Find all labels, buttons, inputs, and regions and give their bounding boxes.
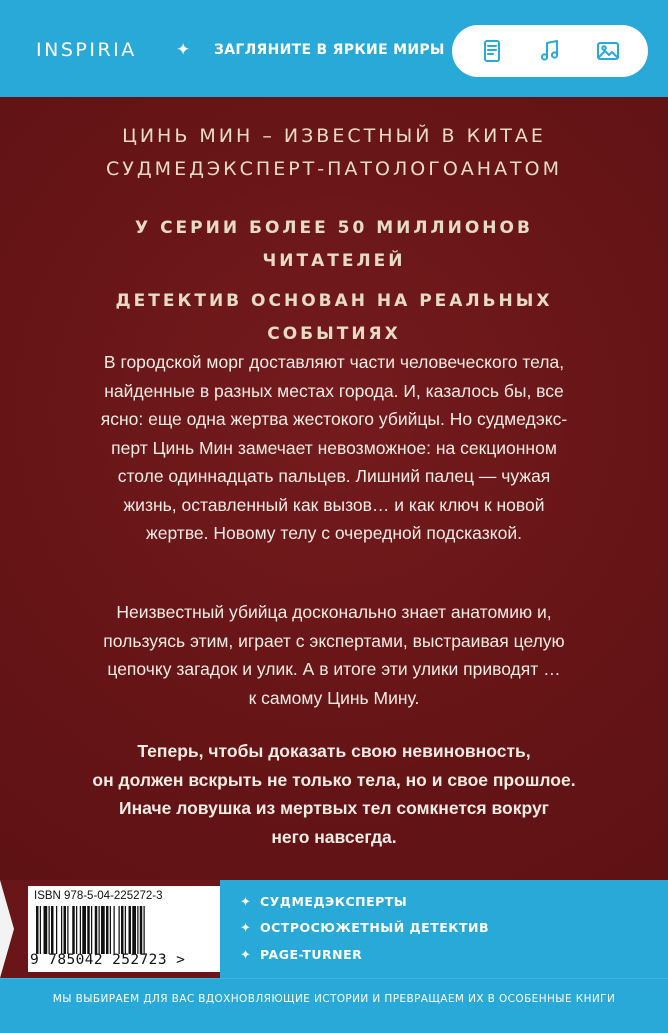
footer-text: МЫ ВЫБИРАЕМ ДЛЯ ВАС ВДОХНОВЛЯЮЩИЕ ИСТОРИИ И ПРЕВРАЩАЕМ ИХ В ОСОБЕННЫЕ КНИГИ: [52, 993, 616, 1005]
barcode-stripe: [114, 906, 115, 954]
feature-item: ✦ PAGE-TURNER: [240, 942, 362, 968]
format-icons-pill: [452, 25, 648, 77]
footer-banner: [0, 978, 668, 1033]
blurb-paragraph-2: Неизвестный убийца досконально знает анатомию и, пользуясь этим, играет с экспертами, выстраивая целую цепочку загадок и улик. А в итоге эти улики приводят … к самому Цинь Мину.: [103, 602, 565, 708]
barcode-stripe: [44, 906, 48, 954]
barcode-stripe: [125, 906, 126, 954]
top-banner: [0, 0, 668, 97]
barcode-stripe: [51, 906, 54, 954]
barcode-stripe: [61, 906, 62, 954]
barcode-stripe: [72, 906, 75, 954]
cover-notch: [0, 880, 14, 978]
music-note-icon: [536, 37, 564, 65]
barcode-stripe: [87, 906, 90, 954]
sparkle-icon: ✦: [240, 921, 252, 936]
sparkle-icon: ✦: [240, 895, 252, 910]
headline-readers: У СЕРИИ БОЛЕЕ 50 МИЛЛИОНОВ ЧИТАТЕЛЕЙ: [135, 218, 533, 271]
tagline: ЗАГЛЯНИТЕ В ЯРКИЕ МИРЫ: [214, 42, 445, 58]
barcode-stripe: [95, 906, 98, 954]
ebook-icon: [478, 37, 506, 65]
barcode-stripe: [129, 906, 132, 954]
barcode-stripe: [80, 906, 81, 954]
barcode-stripe: [64, 906, 67, 954]
barcode-stripe: [76, 906, 77, 954]
barcode-digits: 9 785042 252723 >: [30, 952, 186, 968]
feature-item: ✦ ОСТРОСЮЖЕТНЫЙ ДЕТЕКТИВ: [240, 915, 489, 941]
blurb-paragraph-3: Теперь, чтобы доказать свою невиновность, он должен вскрыть не только тела, но и свое прошлое. Иначе ловушка из мертвых тел сомкнется вокруг него навсегда.: [92, 741, 576, 847]
barcode: [28, 886, 220, 972]
barcode-stripe: [140, 906, 143, 954]
barcode-stripe: [106, 906, 109, 954]
barcode-stripe: [36, 906, 39, 954]
barcode-stripe: [132, 906, 136, 954]
headline-author: ЦИНЬ МИН – ИЗВЕСТНЫЙ В КИТАЕ СУДМЕДЭКСПЕРТ-ПАТОЛОГОАНАТОМ: [105, 125, 563, 180]
isbn-label: ISBN 978-5-04-225272-3: [34, 890, 163, 902]
headline-real-events: ДЕТЕКТИВ ОСНОВАН НА РЕАЛЬНЫХ СОБЫТИЯХ: [115, 291, 553, 344]
barcode-stripe: [121, 906, 124, 954]
barcode-stripe: [40, 906, 41, 954]
feature-item: ✦ СУДМЕДЭКСПЕРТЫ: [240, 889, 407, 915]
barcode-stripe: [110, 906, 111, 954]
barcode-stripe: [119, 906, 120, 954]
blurb-paragraph-1: В городской морг доставляют части человеческого тела, найденные в разных местах города. И, казалось бы, все ясно: еще одна жертва жестокого убийцы. Но судмедэкс- перт Цинь Мин замечает невозможное: на секционном столе одиннадцать пальцев. Лишний палец — чужая жизнь, оставленный как вызов… и как ключ к новой жертве. Новому телу с очередной подсказкой.: [100, 352, 568, 543]
sparkle-icon: ✦: [240, 948, 252, 963]
barcode-stripe: [49, 906, 50, 954]
barcode-stripe: [67, 906, 68, 954]
barcode-stripe: [99, 906, 100, 954]
barcode-stripe: [91, 906, 92, 954]
sparkle-icon: ✦: [176, 40, 191, 60]
barcode-stripe: [82, 906, 86, 954]
image-icon: [594, 37, 622, 65]
barcode-stripe: [137, 906, 138, 954]
publisher-logo: INSPIRIA: [36, 39, 137, 61]
barcode-stripe: [144, 906, 145, 954]
barcode-stripe: [56, 906, 57, 954]
barcode-bars: [34, 906, 214, 954]
barcode-stripe: [101, 906, 105, 954]
